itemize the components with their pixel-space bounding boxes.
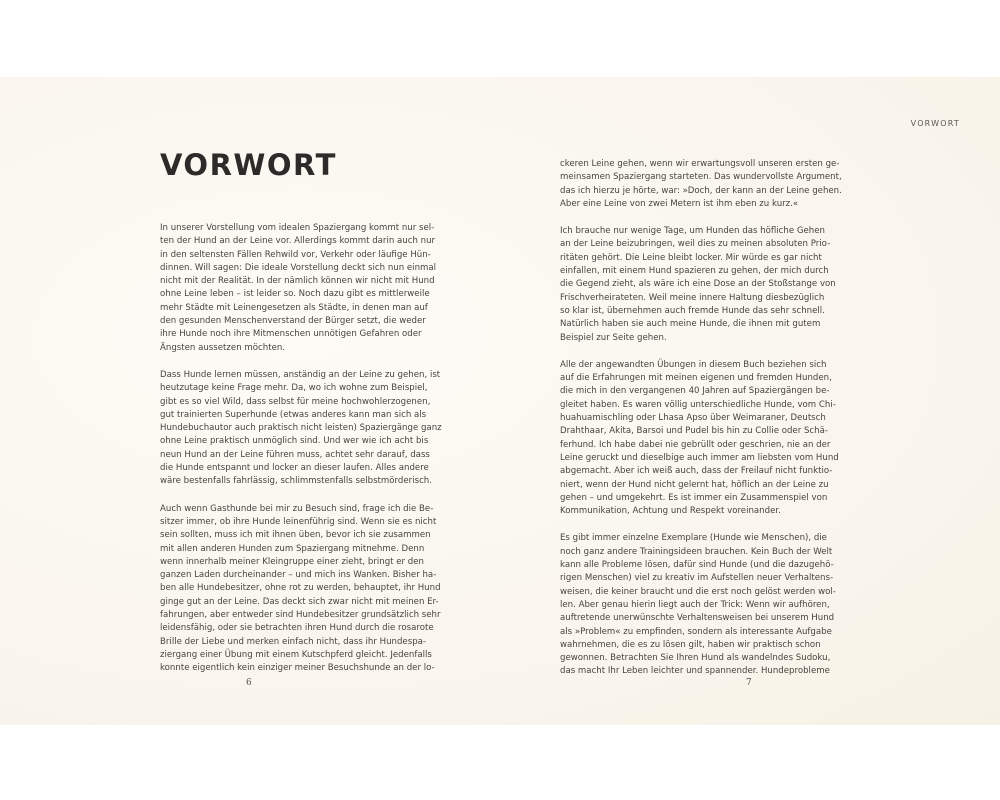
text-line: das ich hierzu je hörte, war: »Doch, der kann an der Leine gehen. xyxy=(560,185,842,196)
paragraph xyxy=(160,369,446,489)
text-line: nicht mit der Realität. In der nämlich können wir nicht mit Hund xyxy=(160,276,435,287)
text-line: auf die Erfahrungen mit meinen eigenen und fremden Hunden, xyxy=(560,373,832,384)
paragraph xyxy=(560,225,846,345)
text-line: Es gibt immer einzelne Exemplare (Hunde wie Menschen), die xyxy=(560,533,827,544)
text-line: den gesunden Menschenverstand der Bürger setzt, die weder xyxy=(160,316,426,327)
text-line: gleitet haben. Es waren völlig unterschiedliche Hunde, vom Chi- xyxy=(560,399,836,410)
text-line: wenn innerhalb meiner Kleingruppe einer zieht, bringt er den xyxy=(160,556,424,567)
left-page-number: 6 xyxy=(246,678,252,688)
text-line: Frischverheirateten. Weil meine innere Haltung diesbezüglich xyxy=(560,292,825,303)
text-line: Auch wenn Gasthunde bei mir zu Besuch sind, frage ich die Be- xyxy=(160,503,434,514)
text-line: ritäten gehört. Die Leine bleibt locker. Mir würde es gar nicht xyxy=(560,252,822,263)
text-line: ziergang einer Übung mit einem Kutschpferd gleicht. Jedenfalls xyxy=(160,649,432,660)
text-line: an der Leine beizubringen, weil dies zu meinen absoluten Prio- xyxy=(560,239,831,250)
text-line: niert, wenn der Hund nicht gelernt hat, höflich an der Leine zu xyxy=(560,479,829,490)
text-line: in den seltensten Fällen Rehwild vor, Verkehr oder läufige Hün- xyxy=(160,249,431,260)
left-text-column xyxy=(160,222,446,690)
chapter-title: VORWORT xyxy=(160,148,337,182)
text-line: gewonnen. Betrachten Sie Ihren Hund als wandelndes Sudoku, xyxy=(560,653,831,664)
text-line: gut trainierten Superhunde (etwas anderes kann man sich als xyxy=(160,409,427,420)
text-line: weisen, die keiner braucht und die erst noch gelöst werden wol- xyxy=(560,586,836,597)
text-line: ohne Leine leben – ist leider so. Noch dazu gibt es mittlerweile xyxy=(160,289,430,300)
text-line: Aber eine Leine von zwei Metern ist ihm eben zu kurz.« xyxy=(560,198,799,209)
paragraph xyxy=(160,222,446,355)
text-line: einfallen, mit einem Hund spazieren zu gehen, der mich durch xyxy=(560,266,829,277)
text-line: ten der Hund an der Leine vor. Allerdings kommt darin auch nur xyxy=(160,236,436,247)
text-line: wahrnehmen, die es zu lösen gilt, haben wir praktisch schon xyxy=(560,639,821,650)
text-line: auftretende unerwünschte Verhaltensweisen bei unserem Hund xyxy=(560,613,835,624)
text-line: neun Hund an der Leine führen muss, achtet sehr darauf, dass xyxy=(160,449,430,460)
text-line: Leine geruckt und dieselbige auch immer am liebsten vom Hund xyxy=(560,452,839,463)
text-line: ginge gut an der Leine. Das deckt sich zwar nicht mit meinen Er- xyxy=(160,596,439,607)
text-line: Hundebuchautor auch praktisch nicht leisten) Spaziergänge ganz xyxy=(160,423,442,434)
book-spread xyxy=(0,77,1000,725)
left-page xyxy=(0,77,500,725)
text-line: ckeren Leine gehen, wenn wir erwartungsvoll unseren ersten ge- xyxy=(560,159,840,169)
text-line: konnte eigentlich kein einziger meiner Besuchshunde an der lo- xyxy=(160,663,435,674)
text-line: Natürlich haben sie auch meine Hunde, die ihnen mit gutem xyxy=(560,319,821,330)
text-line: das macht Ihr Leben leichter und spannender. Hundeprobleme xyxy=(560,666,830,677)
text-line: kann alle Probleme lösen, dafür sind Hunde (und die dazugehö- xyxy=(560,560,834,571)
text-line: In unserer Vorstellung vom idealen Spaziergang kommt nur sel- xyxy=(160,223,435,233)
text-line: ferhund. Ich habe dabei nie gebrüllt oder geschrien, nie an der xyxy=(560,439,831,450)
text-line: Beispiel zur Seite gehen. xyxy=(560,332,667,343)
paragraph xyxy=(560,532,846,678)
text-line: Kommunikation, Achtung und Respekt voreinander. xyxy=(560,506,781,517)
text-line: Ängsten aussetzen möchten. xyxy=(160,342,286,353)
text-line: huahuamischling oder Lhasa Apso über Weimaraner, Deutsch xyxy=(560,413,826,424)
text-line: ben alle Hundebesitzer, ohne rot zu werden, behauptet, ihr Hund xyxy=(160,583,441,594)
text-line: gehen – und umgekehrt. Es ist immer ein Zusammenspiel von xyxy=(560,492,828,503)
text-line: noch ganz andere Trainingsideen brauchen. Kein Buch der Welt xyxy=(560,546,833,557)
paragraph xyxy=(560,158,846,211)
text-line: Dass Hunde lernen müssen, anständig an der Leine zu gehen, ist xyxy=(160,369,441,380)
paragraph xyxy=(160,503,446,676)
text-line: Ich brauche nur wenige Tage, um Hunden das höfliche Gehen xyxy=(560,226,825,237)
text-line: abgemacht. Aber ich weiß auch, dass der Freilauf nicht funktio- xyxy=(560,466,833,477)
text-line: als »Problem« zu empfinden, sondern als interessante Aufgabe xyxy=(560,626,832,637)
text-line: rigen Menschen) viel zu kreativ im Aufstellen neuer Verhaltens- xyxy=(560,573,834,584)
text-line: ohne Leine praktisch unmöglich sind. Und wer wie ich acht bis xyxy=(160,436,429,447)
running-head: VORWORT xyxy=(910,119,960,128)
right-text-column xyxy=(560,158,846,693)
right-page-number: 7 xyxy=(746,678,752,688)
text-line: meinsamen Spaziergang starteten. Das wundervollste Argument, xyxy=(560,172,842,183)
paragraph xyxy=(560,359,846,519)
text-line: ihre Hunde noch ihre Mitmenschen unnötigen Gefahren oder xyxy=(160,329,422,340)
text-line: ganzen Laden durcheinander – und mich ins Wanken. Bisher ha- xyxy=(160,570,437,581)
text-line: fahrungen, aber entweder sind Hundebesitzer grundsätzlich sehr xyxy=(160,610,441,621)
text-line: Alle der angewandten Übungen in diesem Buch beziehen sich xyxy=(560,359,827,370)
text-line: mit allen anderen Hunden zum Spaziergang mitnehme. Denn xyxy=(160,543,425,554)
text-line: wäre bestenfalls fahrlässig, schlimmstenfalls selbstmörderisch. xyxy=(160,476,432,487)
text-line: die mich in den vergangenen 40 Jahren auf Spaziergängen be- xyxy=(560,386,830,397)
text-line: die Gegend zieht, als wäre ich eine Dose an der Stoßstange von xyxy=(560,279,836,290)
text-line: die Hunde entspannt und locker an dieser laufen. Alles andere xyxy=(160,463,429,474)
text-line: gibt es so viel Wild, dass selbst für meine hochwohlerzogenen, xyxy=(160,396,431,407)
right-page xyxy=(500,77,1000,725)
text-line: len. Aber genau hierin liegt auch der Trick: Wenn wir aufhören, xyxy=(560,599,830,610)
text-line: leidensfähig, oder sie betrachten ihren Hund durch die rosarote xyxy=(160,623,434,634)
text-line: dinnen. Will sagen: Die ideale Vorstellung deckt sich nun einmal xyxy=(160,262,437,273)
text-line: so klar ist, übernehmen auch fremde Hunde das sehr schnell. xyxy=(560,305,825,316)
text-line: sein sollten, muss ich mit ihnen üben, bevor ich sie zusammen xyxy=(160,530,431,541)
text-line: Brille der Liebe und merken einfach nicht, dass ihr Hundespa- xyxy=(160,636,427,647)
text-line: heutzutage keine Frage mehr. Da, wo ich wohne zum Beispiel, xyxy=(160,383,428,394)
text-line: sitzer immer, ob ihre Hunde leinenführig sind. Wenn sie es nicht xyxy=(160,516,437,527)
text-line: mehr Städte mit Leinengesetzen als Städte, in denen man auf xyxy=(160,302,428,313)
text-line: Drahthaar, Akita, Barsoi und Pudel bis hin zu Collie oder Schä- xyxy=(560,426,828,437)
